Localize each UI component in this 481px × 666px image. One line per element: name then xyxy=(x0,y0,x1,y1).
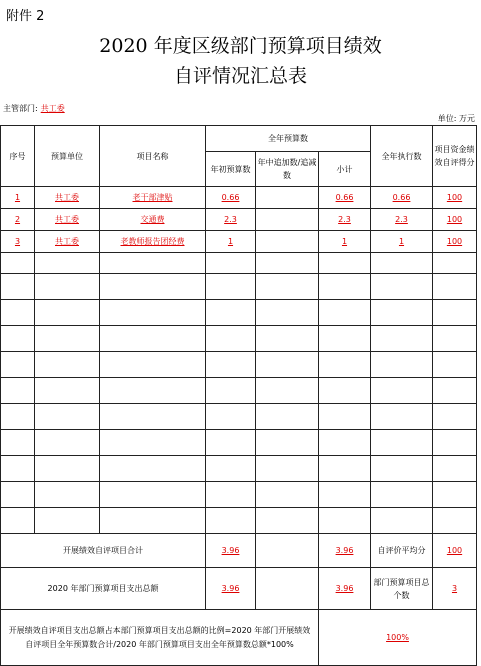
dept-total-subtotal: 3.96 xyxy=(319,568,371,610)
empty-cell xyxy=(1,508,35,534)
empty-cell xyxy=(256,378,319,404)
table-row xyxy=(1,209,477,231)
empty-cell xyxy=(371,456,433,482)
department-label: 主管部门: xyxy=(3,104,38,113)
row-project-name: 老干部津贴 xyxy=(100,187,206,209)
empty-cell xyxy=(371,508,433,534)
empty-cell xyxy=(371,274,433,300)
row-score: 100 xyxy=(433,231,477,253)
empty-cell xyxy=(319,274,371,300)
header-budget-unit: 预算单位 xyxy=(35,126,100,187)
project-count-value: 3 xyxy=(433,568,477,610)
empty-cell xyxy=(433,508,477,534)
empty-row xyxy=(1,430,477,456)
empty-cell xyxy=(319,430,371,456)
row-executed: 1 xyxy=(371,231,433,253)
header-mid-year-adjust: 年中追加数/追减数 xyxy=(256,152,319,187)
empty-cell xyxy=(256,404,319,430)
row-score: 100 xyxy=(433,187,477,209)
row-score: 100 xyxy=(433,209,477,231)
empty-cell xyxy=(256,568,319,610)
empty-cell xyxy=(256,274,319,300)
empty-cell xyxy=(100,274,206,300)
empty-cell xyxy=(100,300,206,326)
empty-cell xyxy=(206,482,256,508)
empty-row xyxy=(1,253,477,274)
empty-cell xyxy=(1,253,35,274)
empty-cell xyxy=(319,326,371,352)
empty-cell xyxy=(206,253,256,274)
empty-cell xyxy=(371,378,433,404)
row-subtotal: 0.66 xyxy=(319,187,371,209)
empty-cell xyxy=(371,482,433,508)
empty-cell xyxy=(433,253,477,274)
header-subtotal: 小计 xyxy=(319,152,371,187)
row-project-name: 老教师报告团经费 xyxy=(100,231,206,253)
ratio-value: 100% xyxy=(319,610,477,666)
row-project-name: 交通费 xyxy=(100,209,206,231)
ratio-label: 开展绩效自评项目支出总额占本部门预算项目支出总额的比例=2020 年部门开展绩效自评项目全年预算数合计/2020 年部门预算项目支出全年预算数总额*100% xyxy=(1,610,319,666)
empty-cell xyxy=(100,326,206,352)
row-initial-budget: 2.3 xyxy=(206,209,256,231)
empty-cell xyxy=(256,326,319,352)
empty-cell xyxy=(319,378,371,404)
empty-cell xyxy=(35,274,100,300)
empty-cell xyxy=(433,404,477,430)
empty-row xyxy=(1,300,477,326)
row-seq: 3 xyxy=(1,231,35,253)
empty-cell xyxy=(319,456,371,482)
empty-row xyxy=(1,508,477,534)
empty-cell xyxy=(206,378,256,404)
empty-cell xyxy=(256,456,319,482)
empty-cell xyxy=(256,482,319,508)
empty-row xyxy=(1,456,477,482)
empty-cell xyxy=(35,404,100,430)
row-initial-budget: 0.66 xyxy=(206,187,256,209)
header-seq: 序号 xyxy=(1,126,35,187)
header-executed: 全年执行数 xyxy=(371,126,433,187)
empty-cell xyxy=(433,456,477,482)
empty-cell xyxy=(319,253,371,274)
empty-cell xyxy=(371,352,433,378)
page-title: 2020 年度区级部门预算项目绩效 xyxy=(99,35,382,57)
empty-cell xyxy=(100,482,206,508)
empty-cell xyxy=(35,508,100,534)
page-subtitle: 自评情况汇总表 xyxy=(173,65,307,87)
row-subtotal: 2.3 xyxy=(319,209,371,231)
empty-cell xyxy=(256,534,319,568)
row-budget-unit: 共工委 xyxy=(35,231,100,253)
header-project-name: 项目名称 xyxy=(100,126,206,187)
row-mid-year-adjust xyxy=(256,209,319,231)
empty-cell xyxy=(35,352,100,378)
empty-cell xyxy=(206,508,256,534)
empty-cell xyxy=(35,253,100,274)
empty-cell xyxy=(206,404,256,430)
department-value: 共工委 xyxy=(40,104,65,113)
row-mid-year-adjust xyxy=(256,231,319,253)
empty-cell xyxy=(319,508,371,534)
empty-cell xyxy=(1,378,35,404)
row-mid-year-adjust xyxy=(256,187,319,209)
eval-total-row xyxy=(1,534,477,568)
empty-cell xyxy=(433,378,477,404)
empty-cell xyxy=(206,352,256,378)
empty-cell xyxy=(371,430,433,456)
empty-cell xyxy=(206,326,256,352)
row-executed: 2.3 xyxy=(371,209,433,231)
empty-cell xyxy=(35,378,100,404)
attachment-label: 附件 2 xyxy=(6,9,45,24)
empty-cell xyxy=(371,404,433,430)
empty-cell xyxy=(256,508,319,534)
summary-table xyxy=(0,125,477,666)
project-count-label: 部门预算项目总个数 xyxy=(371,568,433,610)
empty-cell xyxy=(1,456,35,482)
dept-total-row xyxy=(1,568,477,610)
empty-cell xyxy=(1,352,35,378)
empty-cell xyxy=(100,378,206,404)
empty-cell xyxy=(35,326,100,352)
empty-cell xyxy=(433,352,477,378)
header-full-year-budget: 全年预算数 xyxy=(206,126,371,152)
empty-cell xyxy=(206,300,256,326)
empty-cell xyxy=(256,300,319,326)
empty-cell xyxy=(371,253,433,274)
empty-cell xyxy=(35,430,100,456)
empty-cell xyxy=(319,300,371,326)
row-executed: 0.66 xyxy=(371,187,433,209)
empty-cell xyxy=(206,274,256,300)
department xyxy=(3,103,65,114)
empty-cell xyxy=(371,326,433,352)
empty-cell xyxy=(1,326,35,352)
empty-cell xyxy=(206,456,256,482)
row-budget-unit: 共工委 xyxy=(35,187,100,209)
avg-score-label: 自评价平均分 xyxy=(371,534,433,568)
empty-cell xyxy=(433,300,477,326)
ratio-row xyxy=(1,610,477,666)
row-seq: 2 xyxy=(1,209,35,231)
eval-total-initial: 3.96 xyxy=(206,534,256,568)
empty-row xyxy=(1,482,477,508)
empty-cell xyxy=(100,508,206,534)
row-seq: 1 xyxy=(1,187,35,209)
header-score: 项目资金绩效自评得分 xyxy=(433,126,477,187)
empty-cell xyxy=(1,430,35,456)
row-initial-budget: 1 xyxy=(206,231,256,253)
empty-cell xyxy=(100,253,206,274)
empty-cell xyxy=(319,482,371,508)
empty-cell xyxy=(1,274,35,300)
empty-cell xyxy=(206,430,256,456)
empty-cell xyxy=(433,326,477,352)
empty-cell xyxy=(371,300,433,326)
empty-row xyxy=(1,274,477,300)
empty-cell xyxy=(433,430,477,456)
empty-cell xyxy=(319,404,371,430)
dept-total-label: 2020 年部门预算项目支出总额 xyxy=(1,568,206,610)
empty-cell xyxy=(35,482,100,508)
empty-cell xyxy=(35,456,100,482)
empty-cell xyxy=(256,430,319,456)
eval-total-subtotal: 3.96 xyxy=(319,534,371,568)
empty-cell xyxy=(433,482,477,508)
empty-row xyxy=(1,404,477,430)
empty-cell xyxy=(100,456,206,482)
empty-cell xyxy=(35,300,100,326)
empty-row xyxy=(1,352,477,378)
row-subtotal: 1 xyxy=(319,231,371,253)
empty-cell xyxy=(100,404,206,430)
empty-cell xyxy=(433,274,477,300)
row-budget-unit: 共工委 xyxy=(35,209,100,231)
empty-cell xyxy=(1,404,35,430)
empty-cell xyxy=(1,300,35,326)
table-row xyxy=(1,231,477,253)
empty-cell xyxy=(256,253,319,274)
avg-score-value: 100 xyxy=(433,534,477,568)
table-row xyxy=(1,187,477,209)
empty-cell xyxy=(256,352,319,378)
dept-total-initial: 3.96 xyxy=(206,568,256,610)
empty-row xyxy=(1,326,477,352)
empty-cell xyxy=(1,482,35,508)
empty-cell xyxy=(319,352,371,378)
unit-label: 单位: 万元 xyxy=(437,114,475,123)
eval-total-label: 开展绩效自评项目合计 xyxy=(1,534,206,568)
empty-cell xyxy=(100,430,206,456)
empty-cell xyxy=(100,352,206,378)
empty-row xyxy=(1,378,477,404)
header-initial-budget: 年初预算数 xyxy=(206,152,256,187)
